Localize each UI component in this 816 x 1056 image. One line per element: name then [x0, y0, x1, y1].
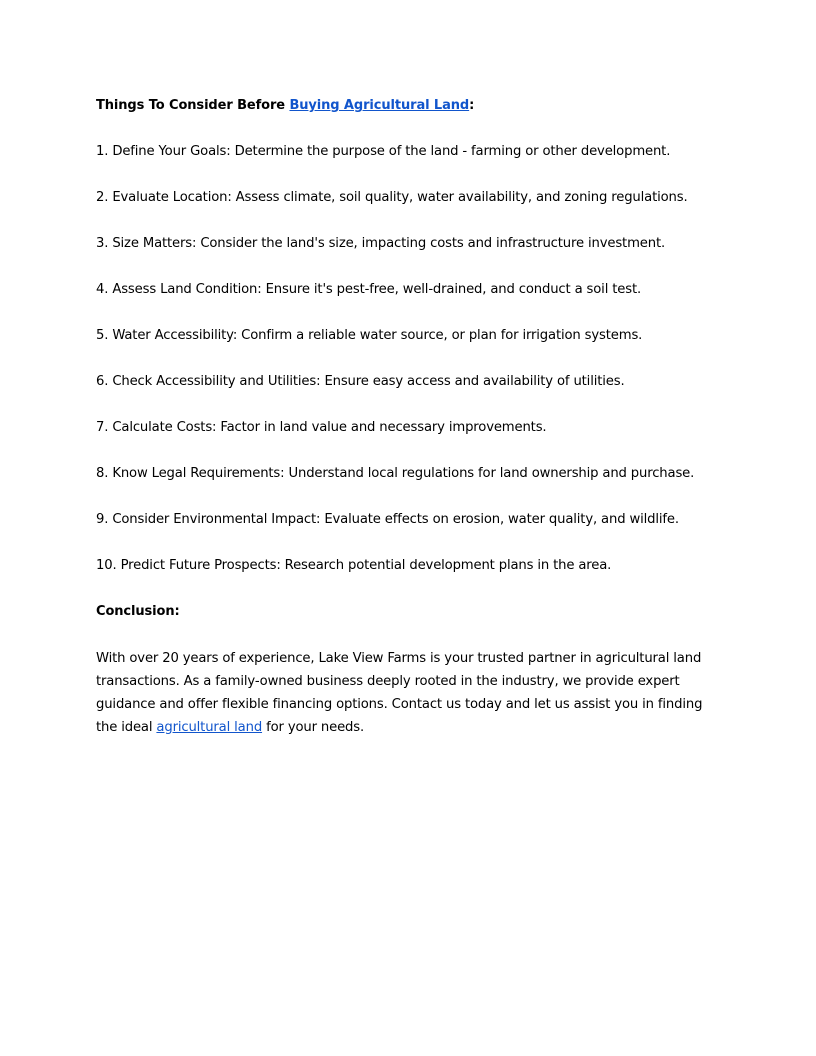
list-item: 2. Evaluate Location: Assess climate, soil quality, water availability, and zoning regulations. — [96, 190, 688, 205]
list-item: 6. Check Accessibility and Utilities: Ensure easy access and availability of utilities. — [96, 374, 625, 389]
section-heading — [96, 96, 474, 116]
list-item: 10. Predict Future Prospects: Research potential development plans in the area. — [96, 558, 612, 573]
heading-suffix: : — [469, 98, 475, 113]
conclusion-paragraph — [96, 647, 726, 739]
buying-agricultural-land-link[interactable]: Buying Agricultural Land — [289, 98, 470, 113]
list-item: 9. Consider Environmental Impact: Evaluate effects on erosion, water quality, and wildlife. — [96, 512, 679, 527]
conclusion-text-end: for your needs. — [262, 720, 365, 735]
agricultural-land-link[interactable]: agricultural land — [156, 720, 263, 735]
list-item: 5. Water Accessibility: Confirm a reliable water source, or plan for irrigation systems. — [96, 328, 643, 343]
list-item: 7. Calculate Costs: Factor in land value and necessary improvements. — [96, 420, 547, 435]
conclusion-text: With over 20 years of experience, Lake View Farms is your trusted partner in agricultural land transactions. As a family-owned business deeply rooted in the industry, we provide expert guidance and offer flexible financing options. Contact us today and let us assist you in finding the ideal — [96, 651, 703, 735]
list-item: 1. Define Your Goals: Determine the purpose of the land - farming or other development. — [96, 144, 671, 159]
list-item: 8. Know Legal Requirements: Understand local regulations for land ownership and purchase. — [96, 466, 695, 481]
list-item: 3. Size Matters: Consider the land's size, impacting costs and infrastructure investment. — [96, 236, 666, 251]
list-item: 4. Assess Land Condition: Ensure it's pest-free, well-drained, and conduct a soil test. — [96, 282, 642, 297]
conclusion-heading: Conclusion: — [96, 604, 180, 619]
heading-prefix: Things To Consider Before — [96, 98, 290, 113]
